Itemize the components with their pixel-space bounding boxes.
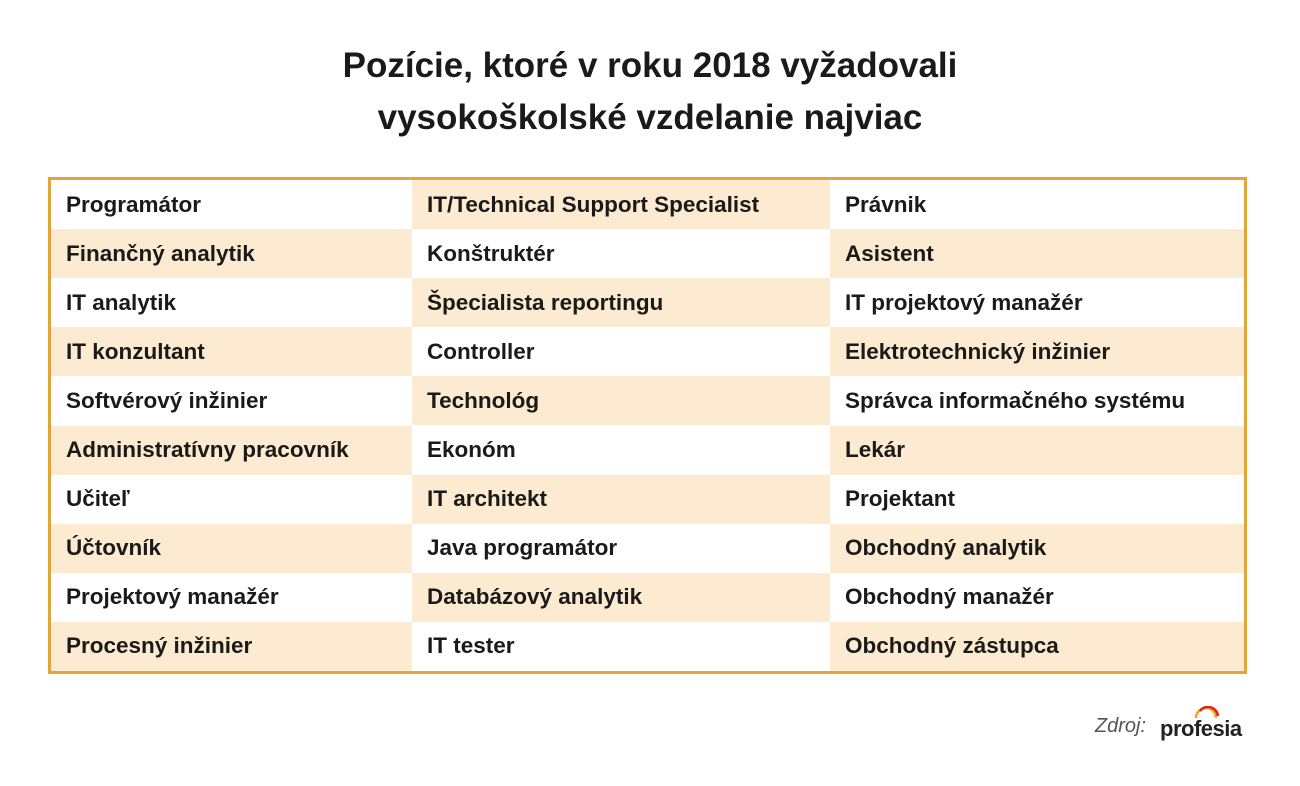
page-title (0, 40, 1300, 144)
table-cell: Obchodný manažér (845, 584, 1054, 610)
table-cell: Finančný analytik (51, 229, 412, 278)
positions-table (48, 177, 1247, 674)
table-cell: Projektant (845, 486, 956, 512)
source-attribution (1095, 706, 1250, 746)
table-cell: Ekonóm (427, 437, 516, 463)
source-label: Zdroj: (1094, 714, 1146, 737)
table-column-3 (830, 180, 1244, 671)
table-cell: IT architekt (412, 475, 830, 524)
table-cell: Programátor (66, 191, 202, 217)
table-cell: Procesný inžinier (51, 622, 412, 671)
table-cell: Účtovník (51, 524, 412, 573)
title-line-1: Pozície, ktoré v roku 2018 vyžadovali (342, 46, 958, 85)
table-cell: Databázový analytik (412, 573, 830, 622)
profesia-logo (1160, 706, 1250, 746)
table-cell: IT projektový manažér (845, 289, 1083, 315)
table-cell: Právnik (845, 191, 927, 217)
table-cell: Administratívny pracovník (51, 426, 412, 475)
table-cell: Obchodný analytik (830, 524, 1244, 573)
table-cell: Controller (427, 338, 535, 364)
table-cell: IT tester (427, 633, 515, 659)
logo-text: profesia (1160, 716, 1242, 741)
table-cell: Softvérový inžinier (66, 387, 268, 413)
table-cell: Asistent (830, 229, 1244, 278)
table-cell: Elektrotechnický inžinier (830, 327, 1244, 376)
table-cell: Špecialista reportingu (412, 278, 830, 327)
table-cell: Projektový manažér (66, 584, 279, 610)
table-cell: Konštruktér (427, 240, 555, 266)
table-cell: IT analytik (66, 289, 177, 315)
table-cell: IT/Technical Support Specialist (412, 180, 830, 229)
table-cell: Učiteľ (66, 486, 130, 512)
table-column-1 (51, 180, 412, 671)
title-line-2: vysokoškolské vzdelanie najviac (377, 98, 923, 137)
table-cell: Lekár (830, 426, 1244, 475)
table-cell: Správca informačného systému (845, 387, 1186, 413)
table-column-2 (412, 180, 830, 671)
table-cell: Obchodný zástupca (830, 622, 1244, 671)
table-cell: Java programátor (427, 535, 618, 561)
table-cell: IT konzultant (51, 327, 412, 376)
table-cell: Technológ (412, 376, 830, 425)
